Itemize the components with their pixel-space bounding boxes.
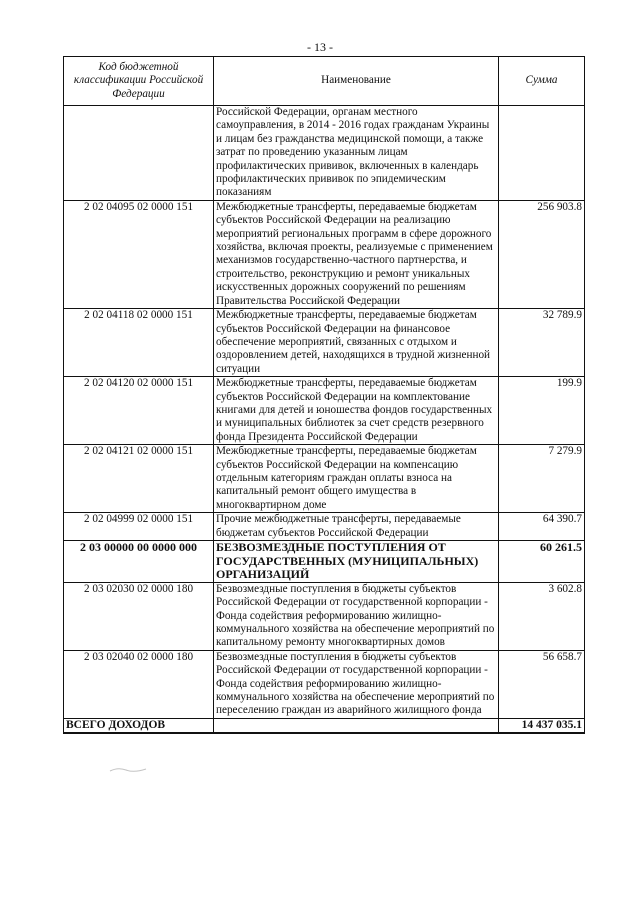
row-sum: 256 903.8 — [499, 200, 585, 308]
row-name: Межбюджетные трансферты, передаваемые бюджетам субъектов Российской Федерации на финансовое обеспечение мероприятий, связанных с отдыхом и оздоровлением детей, находящихся в трудной жизненной ситуации — [214, 309, 499, 377]
total-row — [64, 718, 585, 733]
row-code: 2 03 00000 00 0000 000 — [64, 541, 214, 583]
row-sum: 3 602.8 — [499, 582, 585, 650]
row-code — [64, 106, 214, 201]
header-sum: Сумма — [499, 57, 585, 106]
row-sum: 64 390.7 — [499, 513, 585, 541]
row-sum: 199.9 — [499, 377, 585, 445]
row-code: 2 02 04121 02 0000 151 — [64, 445, 214, 513]
row-code: 2 02 04095 02 0000 151 — [64, 200, 214, 308]
row-code: 2 02 04118 02 0000 151 — [64, 309, 214, 377]
row-name: Межбюджетные трансферты, передаваемые бюджетам субъектов Российской Федерации на реализацию мероприятий региональных программ в сфере дорожного хозяйства, включая проекты, реализуемые с применением механизмов государственно-частного партнерства, и строительство, реконструкцию и ремонт уникальных искусственных дорожных сооружений по решениям Правительства Российской Федерации — [214, 200, 499, 308]
table-row — [64, 200, 585, 308]
table-row — [64, 650, 585, 718]
table-row — [64, 309, 585, 377]
row-sum: 32 789.9 — [499, 309, 585, 377]
total-empty-cell — [214, 718, 499, 733]
total-sum: 14 437 035.1 — [499, 718, 585, 733]
row-sum: 60 261.5 — [499, 541, 585, 583]
row-sum: 56 658.7 — [499, 650, 585, 718]
budget-revenue-table — [63, 56, 585, 734]
header-code: Код бюджетной классификации Российской Федерации — [64, 57, 214, 106]
header-name: Наименование — [214, 57, 499, 106]
table-row — [64, 377, 585, 445]
row-code: 2 02 04120 02 0000 151 — [64, 377, 214, 445]
row-name: Прочие межбюджетные трансферты, передаваемые бюджетам субъектов Российской Федерации — [214, 513, 499, 541]
total-label: ВСЕГО ДОХОДОВ — [64, 718, 214, 733]
table-header-row — [64, 57, 585, 106]
row-sum — [499, 106, 585, 201]
table-row-section — [64, 541, 585, 583]
row-name: БЕЗВОЗМЕЗДНЫЕ ПОСТУПЛЕНИЯ ОТ ГОСУДАРСТВЕННЫХ (МУНИЦИПАЛЬНЫХ) ОРГАНИЗАЦИЙ — [214, 541, 499, 583]
table-row — [64, 582, 585, 650]
row-code: 2 03 02040 02 0000 180 — [64, 650, 214, 718]
row-code: 2 02 04999 02 0000 151 — [64, 513, 214, 541]
row-name: Безвозмездные поступления в бюджеты субъектов Российской Федерации от государственной корпорации - Фонда содействия реформированию жилищно-коммунального хозяйства на обеспечение мероприятий по переселению граждан из аварийного жилищного фонда — [214, 650, 499, 718]
table-row — [64, 106, 585, 201]
page-number: - 13 - — [307, 40, 333, 54]
row-sum: 7 279.9 — [499, 445, 585, 513]
row-name: Безвозмездные поступления в бюджеты субъектов Российской Федерации от государственной корпорации - Фонда содействия реформированию жилищно-коммунального хозяйства на обеспечение мероприятий по капитальному ремонту многоквартирных домов — [214, 582, 499, 650]
table-row — [64, 445, 585, 513]
row-name: Российской Федерации, органам местного самоуправления, в 2014 - 2016 годах гражданам Украины и лицам без гражданства медицинской помощи, а также затрат по проведению указанным лицам профилактических прививок, включенных в календарь профилактических прививок по эпидемическим показаниям — [214, 106, 499, 201]
row-name: Межбюджетные трансферты, передаваемые бюджетам субъектов Российской Федерации на комплектование книгами для детей и юношества фондов государственных и муниципальных библиотек за счет средств резервного фонда Президента Российской Федерации — [214, 377, 499, 445]
row-code: 2 03 02030 02 0000 180 — [64, 582, 214, 650]
ink-smudge-mark — [108, 766, 148, 774]
row-name: Межбюджетные трансферты, передаваемые бюджетам субъектов Российской Федерации на компенсацию отдельным категориям граждан оплаты взноса на капитальный ремонт общего имущества в многоквартирном доме — [214, 445, 499, 513]
table-row — [64, 513, 585, 541]
